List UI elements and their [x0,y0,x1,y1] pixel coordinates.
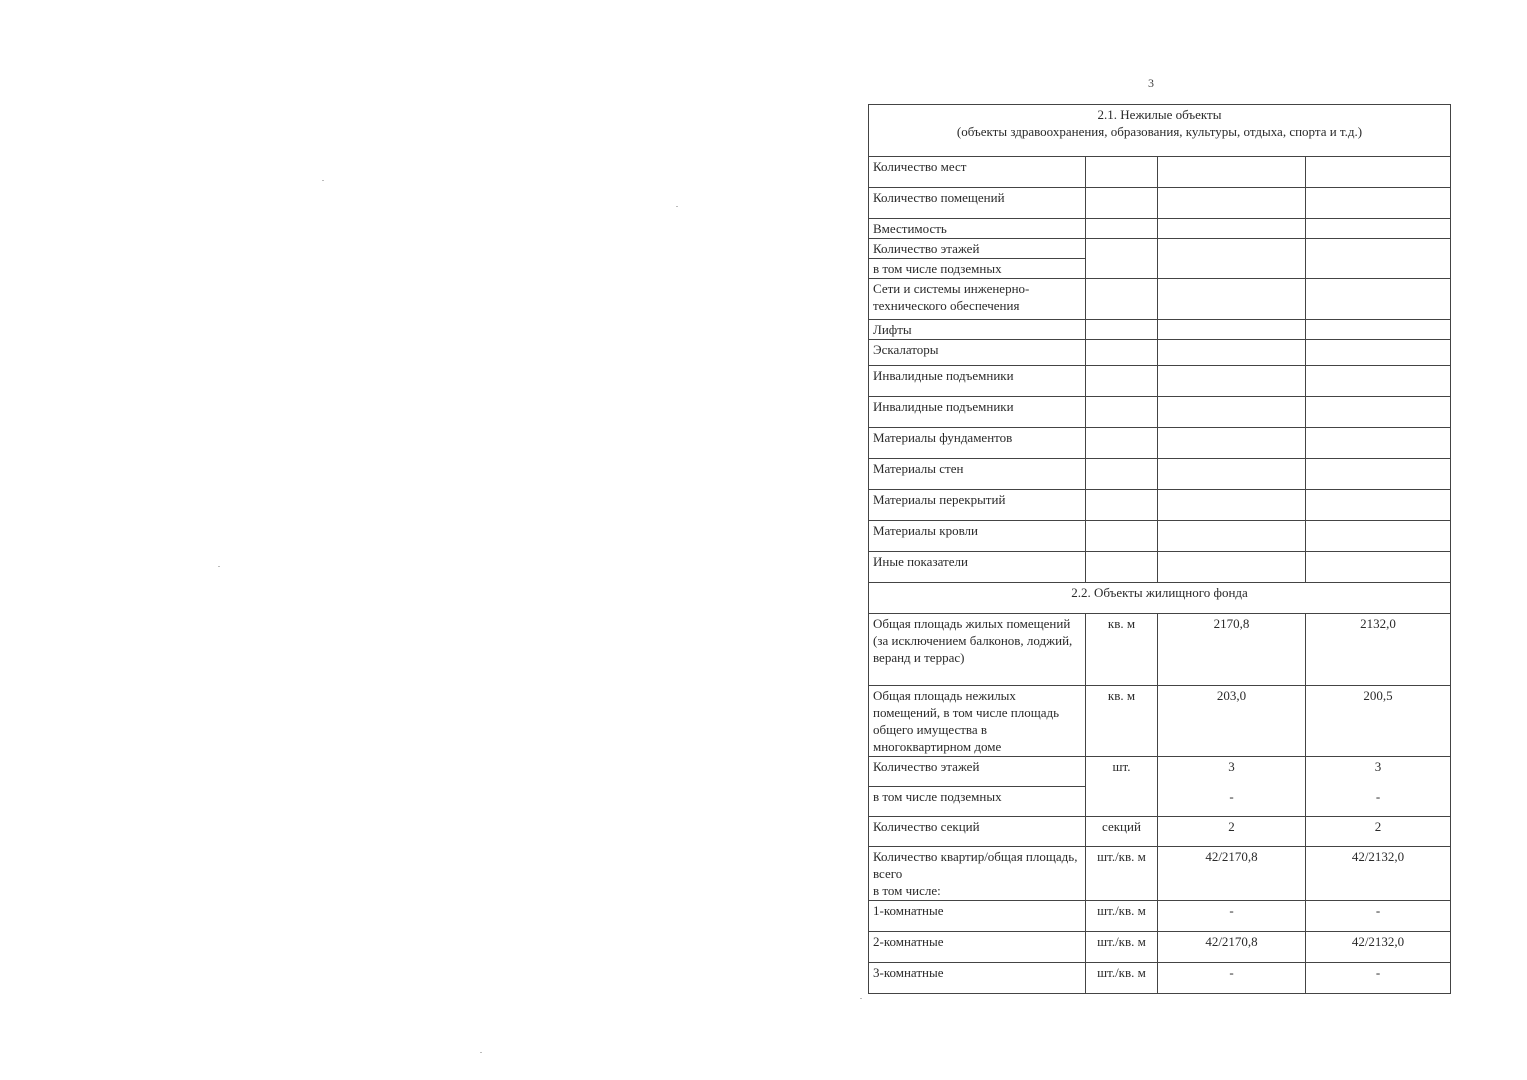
unit-cell: шт./кв. м [1086,901,1158,932]
row-label: Материалы стен [869,459,1086,490]
table-row [869,521,1451,552]
value-cell: 2132,0 [1306,614,1451,686]
row-label: Материалы фундаментов [869,428,1086,459]
row-label: Количество квартир/общая площадь, всего [873,849,1078,881]
value-cell: 2170,8 [1158,614,1306,686]
unit-cell [1086,490,1158,521]
table-row [869,219,1451,239]
value-cell [1306,521,1451,552]
table-row [869,366,1451,397]
value-cell: - [1158,963,1306,994]
value-cell [1158,459,1306,490]
unit-cell [1086,397,1158,428]
row-label: Количество помещений [869,188,1086,219]
row-label: Материалы кровли [869,521,1086,552]
value-cell [1306,366,1451,397]
value-cell: 42/2170,8 [1158,932,1306,963]
unit-cell [1086,239,1158,279]
scan-speck [218,566,220,567]
table-row [869,340,1451,366]
unit-cell [1086,188,1158,219]
table-row [869,279,1451,320]
unit-cell: кв. м [1086,614,1158,686]
row-label: Вместимость [869,219,1086,239]
row-label-cell [869,847,1086,901]
row-label: в том числе подземных [869,259,1086,279]
value-cell [1306,552,1451,583]
value-cell [1306,428,1451,459]
row-label: Иные показатели [869,552,1086,583]
value-cell [1158,397,1306,428]
unit-cell: шт./кв. м [1086,847,1158,901]
table-row [869,757,1451,787]
value-cell [1158,320,1306,340]
value-cell [1158,279,1306,320]
table-row [869,787,1451,817]
unit-cell: шт. [1086,757,1158,817]
unit-cell [1086,459,1158,490]
row-label: Количество секций [869,817,1086,847]
unit-cell [1086,219,1158,239]
value-cell [1158,219,1306,239]
value-cell: 203,0 [1158,686,1306,757]
section-header [869,105,1451,157]
value-cell: - [1158,901,1306,932]
value-cell [1158,366,1306,397]
row-label: Количество этажей [869,757,1086,787]
value-cell [1158,239,1306,279]
page-number: 3 [1148,76,1154,90]
value-cell: - [1306,963,1451,994]
unit-cell [1086,320,1158,340]
row-label: Количество этажей [869,239,1086,259]
table-row [869,428,1451,459]
value-cell [1158,340,1306,366]
table-row [869,614,1451,686]
table-row [869,490,1451,521]
value-cell [1158,157,1306,188]
table-row [869,459,1451,490]
value-cell: 3 [1306,757,1451,787]
value-cell [1158,490,1306,521]
unit-cell: шт./кв. м [1086,932,1158,963]
value-cell [1158,428,1306,459]
value-cell [1158,521,1306,552]
value-cell [1306,219,1451,239]
table-row [869,817,1451,847]
row-label: Количество мест [869,157,1086,188]
value-cell: - [1306,901,1451,932]
row-label: 3-комнатные [869,963,1086,994]
value-cell: 42/2132,0 [1306,932,1451,963]
section-title: 2.1. Нежилые объекты [1097,107,1222,122]
row-sublabel: в том числе: [873,883,941,898]
unit-cell [1086,340,1158,366]
table-row [869,847,1451,901]
value-cell [1306,239,1451,279]
characteristics-table [868,104,1451,994]
unit-cell [1086,157,1158,188]
table-row [869,397,1451,428]
unit-cell [1086,366,1158,397]
row-label: Инвалидные подъемники [869,366,1086,397]
row-label: Лифты [869,320,1086,340]
row-label: Эскалаторы [869,340,1086,366]
row-label: Материалы перекрытий [869,490,1086,521]
row-label: Общая площадь нежилых помещений, в том числе площадь общего имущества в многоквартирном доме [869,686,1086,757]
scan-speck [322,180,324,181]
row-label: Общая площадь жилых помещений (за исключением балконов, лоджий, веранд и террас) [869,614,1086,686]
unit-cell [1086,552,1158,583]
value-cell: - [1306,787,1451,817]
section-header-row [869,583,1451,614]
value-cell: - [1158,787,1306,817]
unit-cell [1086,521,1158,552]
unit-cell: секций [1086,817,1158,847]
table-row [869,320,1451,340]
value-cell [1306,459,1451,490]
value-cell [1306,157,1451,188]
section-subtitle: (объекты здравоохранения, образования, культуры, отдыха, спорта и т.д.) [956,124,1363,139]
row-label: в том числе подземных [869,787,1086,817]
table-row [869,188,1451,219]
table-row [869,157,1451,188]
value-cell [1158,552,1306,583]
value-cell [1306,397,1451,428]
value-cell: 200,5 [1306,686,1451,757]
value-cell [1306,279,1451,320]
value-cell: 2 [1158,817,1306,847]
value-cell [1306,320,1451,340]
value-cell: 42/2170,8 [1158,847,1306,901]
unit-cell: кв. м [1086,686,1158,757]
row-label: Сети и системы инженерно-технического обеспечения [869,279,1086,320]
table-row [869,239,1451,259]
scan-speck [676,206,678,207]
scan-speck [860,998,862,999]
row-label: 1-комнатные [869,901,1086,932]
unit-cell [1086,428,1158,459]
value-cell [1306,188,1451,219]
value-cell: 3 [1158,757,1306,787]
value-cell: 2 [1306,817,1451,847]
table-row [869,963,1451,994]
value-cell [1306,490,1451,521]
value-cell [1158,188,1306,219]
value-cell [1306,340,1451,366]
section-title: 2.2. Объекты жилищного фонда [869,583,1451,614]
value-cell: 42/2132,0 [1306,847,1451,901]
table-row [869,686,1451,757]
row-label: 2-комнатные [869,932,1086,963]
unit-cell [1086,279,1158,320]
section-header-row [869,105,1451,157]
scan-speck [480,1052,482,1053]
table-row [869,932,1451,963]
row-label: Инвалидные подъемники [869,397,1086,428]
table-row [869,901,1451,932]
table-row [869,552,1451,583]
unit-cell: шт./кв. м [1086,963,1158,994]
